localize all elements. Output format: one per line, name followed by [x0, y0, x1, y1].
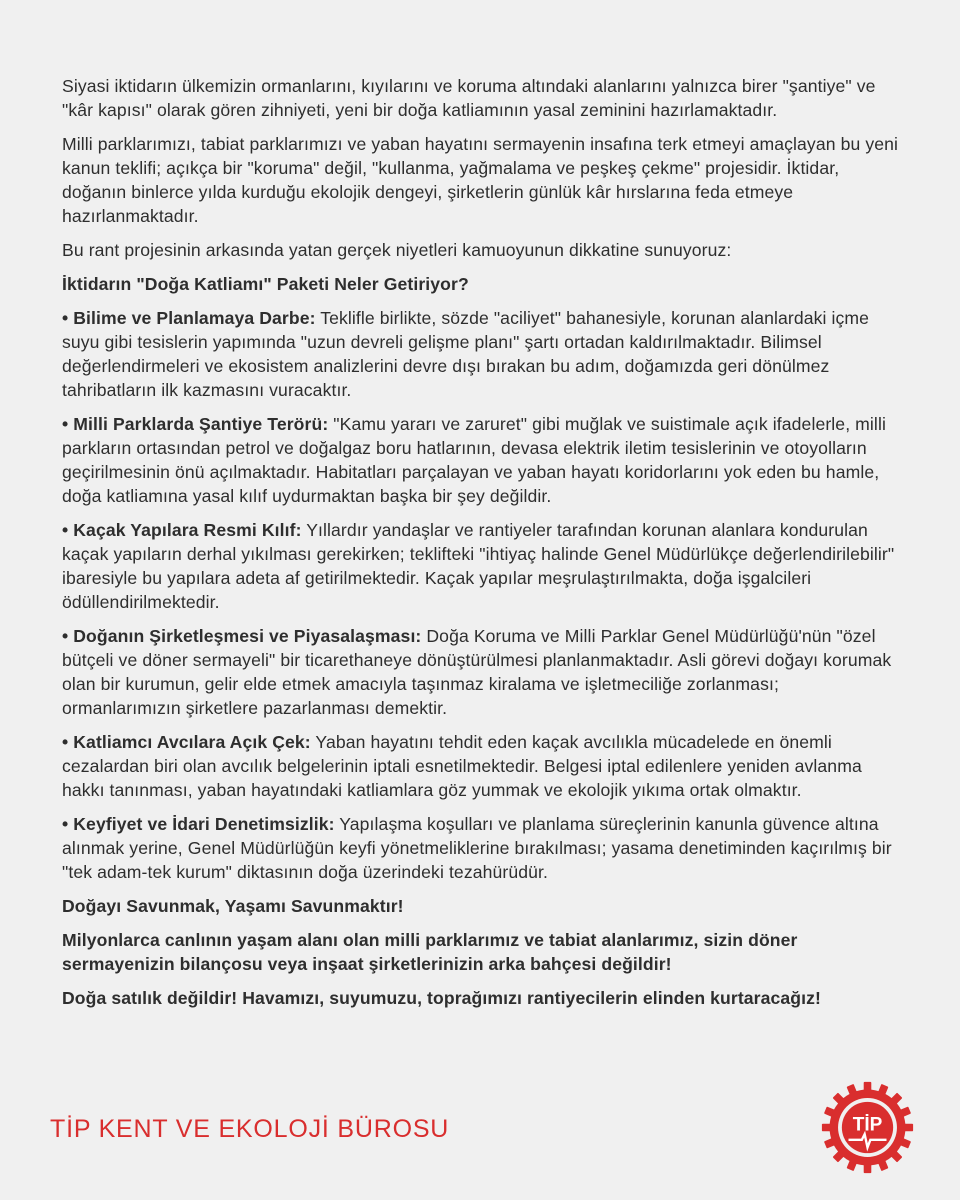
- bullet-text: "Kamu yararı ve zaruret" gibi muğlak ve suistimale açık ifadelerle, milli parkların ortasından petrol ve doğalgaz boru hatlarının, devasa elektrik iletim tesislerinin ve otoyolların geçirilmesinin önü açılmaktadır. Habitatları parçalayan ve yaban hayatı koridorlarını yok eden bu hamle, doğa katliamına yasal kılıf uydurmaktan başka bir şey değildir.: [62, 414, 886, 506]
- bullet-title: • Milli Parklarda Şantiye Terörü:: [62, 414, 329, 434]
- intro-paragraph-2: Milli parklarımızı, tabiat parklarımızı ve yaban hayatını sermayenin insafına terk etmeyi amaçlayan bu yeni kanun teklifi; açıkça bir "koruma" değil, "kullanma, yağmalama ve peşkeş çekme" projesidir. İktidar, doğanın binlerce yılda kurduğu ekolojik dengeyi, şirketlerin günlük kâr hırslarına feda etmeye hazırlanmaktadır.: [62, 134, 899, 226]
- bullet-item: [62, 812, 902, 884]
- bullet-text: Teklifle birlikte, sözde "aciliyet" bahanesiyle, korunan alanlardaki içme suyu gibi tesislerin yapımında "uzun devreli gelişme planı" şartı ortadan kaldırılmaktadır. Bilimsel değerlendirmeleri ve ekosistem analizlerini devre dışı bırakan bu adım, doğamızda geri dönülmez tahribatların ilk kazmasını vuracaktır.: [62, 308, 870, 400]
- statement-body: [62, 74, 902, 1020]
- bullet-item: [62, 412, 902, 508]
- bullet-item: [62, 518, 902, 614]
- section-heading: İktidarın "Doğa Katliamı" Paketi Neler Getiriyor?: [62, 274, 469, 294]
- bullet-item: [62, 306, 902, 402]
- closing-slogan: Doğayı Savunmak, Yaşamı Savunmaktır!: [62, 896, 404, 916]
- intro-paragraph-1: Siyasi iktidarın ülkemizin ormanlarını, kıyılarını ve koruma altındaki alanlarını yalnızca birer "şantiye" ve "kâr kapısı" olarak gören zihniyeti, yeni bir doğa katliamının yasal zeminini hazırlamaktadır.: [62, 76, 876, 120]
- bullet-item: [62, 730, 902, 802]
- bullet-text: Yaban hayatını tehdit eden kaçak avcılıkla mücadelede en önemli cezalardan biri olan avcılık belgelerinin iptali esnetilmektedir. Belgesi iptal edilenlere yeniden avlanma hakkı tanınması, yaban hayatındaki katliamlara göz yummak ve ekolojik yıkıma ortak olmaktır.: [62, 732, 862, 800]
- logo-text: TİP: [852, 1114, 883, 1136]
- bullet-title: • Doğanın Şirketleşmesi ve Piyasalaşması:: [62, 626, 422, 646]
- bullet-text: Doğa Koruma ve Milli Parklar Genel Müdürlüğü'nün "özel bütçeli ve döner sermayeli" bir ticarethaneye dönüştürülmesi planlanmaktadır. Asli görevi doğayı korumak olan bir kurumun, gelir elde etmek amacıyla taşınmaz kiralama ve işletmeciliğe zorlanması; ormanlarımızın şirketlere pazarlanması demektir.: [62, 626, 892, 718]
- tip-logo-icon: [820, 1080, 915, 1175]
- bullet-item: [62, 624, 902, 720]
- footer-title: TİP KENT VE EKOLOJİ BÜROSU: [50, 1115, 450, 1143]
- closing-call: Doğa satılık değildir! Havamızı, suyumuzu, toprağımızı rantiyecilerin elinden kurtaracağız!: [62, 988, 821, 1008]
- bullet-title: • Bilime ve Planlamaya Darbe:: [62, 308, 316, 328]
- bullet-text: Yıllardır yandaşlar ve rantiyeler tarafından korunan alanlara kondurulan kaçak yapıların derhal yıkılması gerekirken; teklifteki "ihtiyaç halinde Genel Müdürlükçe değerlendirilebilir" ibaresiyle bu yapılara adeta af getirilmektedir. Kaçak yapılar meşrulaştırılmakta, doğa işgalcileri ödüllendirilmektedir.: [62, 520, 895, 612]
- closing-statement: Milyonlarca canlının yaşam alanı olan milli parklarımız ve tabiat alanlarımız, sizin döner sermayenizin bilançosu veya inşaat şirketlerinizin arka bahçesi değildir!: [62, 930, 798, 974]
- bullet-title: • Kaçak Yapılara Resmi Kılıf:: [62, 520, 302, 540]
- bullet-title: • Katliamcı Avcılara Açık Çek:: [62, 732, 311, 752]
- bullet-text: Yapılaşma koşulları ve planlama süreçlerinin kanunla güvence altına alınmak yerine, Genel Müdürlüğün keyfi yönetmeliklerine bırakılması; yasama denetiminden kaçırılmış bir "tek adam-tek kurum" diktasının doğa üzerindeki tezahürüdür.: [62, 814, 892, 882]
- intro-paragraph-3: Bu rant projesinin arkasında yatan gerçek niyetleri kamuoyunun dikkatine sunuyoruz:: [62, 240, 732, 260]
- bullet-title: • Keyfiyet ve İdari Denetimsizlik:: [62, 814, 335, 834]
